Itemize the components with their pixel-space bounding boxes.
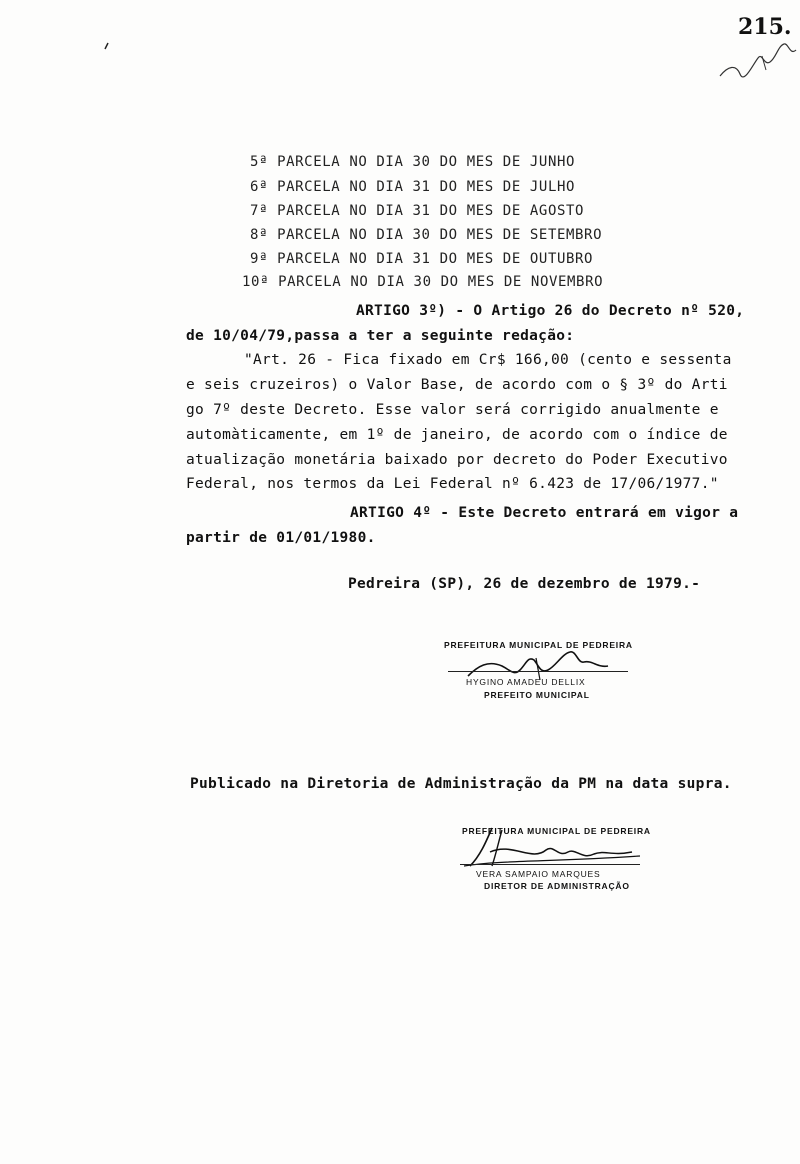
quoted-article-line-1: "Art. 26 - Fica fixado em Cr$ 166,00 (cento e sessenta [244,352,732,368]
page-number: 215. [738,14,792,40]
signatory-1-name: HYGINO AMADEU DELLIX [466,677,586,687]
quoted-article-line-2: e seis cruzeiros) o Valor Base, de acordo com o § 3º do Arti [186,377,728,393]
quoted-article-line-5: atualização monetária baixado por decreto do Poder Executivo [186,452,728,468]
ink-speck [104,42,110,50]
stamp-2-top: PREFEITURA MUNICIPAL DE PEDREIRA [462,826,651,836]
signatory-2-name: VERA SAMPAIO MARQUES [476,869,601,879]
signatory-1-title: PREFEITO MUNICIPAL [484,690,590,700]
quoted-article-line-3: go 7º deste Decreto. Esse valor será corrigido anualmente e [186,402,719,418]
installment-5: 5ª PARCELA NO DIA 30 DO MES DE JUNHO [250,154,576,170]
quoted-article-line-4: automàticamente, em 1º de janeiro, de acordo com o índice de [186,427,728,443]
stamp-1-top: PREFEITURA MUNICIPAL DE PEDREIRA [444,640,633,650]
installment-10: 10ª PARCELA NO DIA 30 DO MES DE NOVEMBRO [242,274,604,290]
publication-note: Publicado na Diretoria de Administração da PM na data supra. [190,776,732,792]
installment-9: 9ª PARCELA NO DIA 31 DO MES DE OUTUBRO [250,251,594,267]
corner-initials-mark [718,36,798,96]
signatory-2-title: DIRETOR DE ADMINISTRAÇÃO [484,881,630,891]
installment-8: 8ª PARCELA NO DIA 30 DO MES DE SETEMBRO [250,227,603,243]
signature-2-line [460,864,640,865]
date-line: Pedreira (SP), 26 de dezembro de 1979.- [348,576,701,592]
signature-1-line [448,671,628,672]
article-3-line-1: ARTIGO 3º) - O Artigo 26 do Decreto nº 520, [356,303,745,319]
installment-6: 6ª PARCELA NO DIA 31 DO MES DE JULHO [250,179,576,195]
article-3-line-2: de 10/04/79,passa a ter a seguinte redação: [186,328,575,344]
article-4-line-2: partir de 01/01/1980. [186,530,376,546]
quoted-article-line-6: Federal, nos termos da Lei Federal nº 6.423 de 17/06/1977." [186,476,719,492]
article-4-line-1: ARTIGO 4º - Este Decreto entrará em vigor a [350,505,739,521]
installment-7: 7ª PARCELA NO DIA 31 DO MES DE AGOSTO [250,203,585,219]
